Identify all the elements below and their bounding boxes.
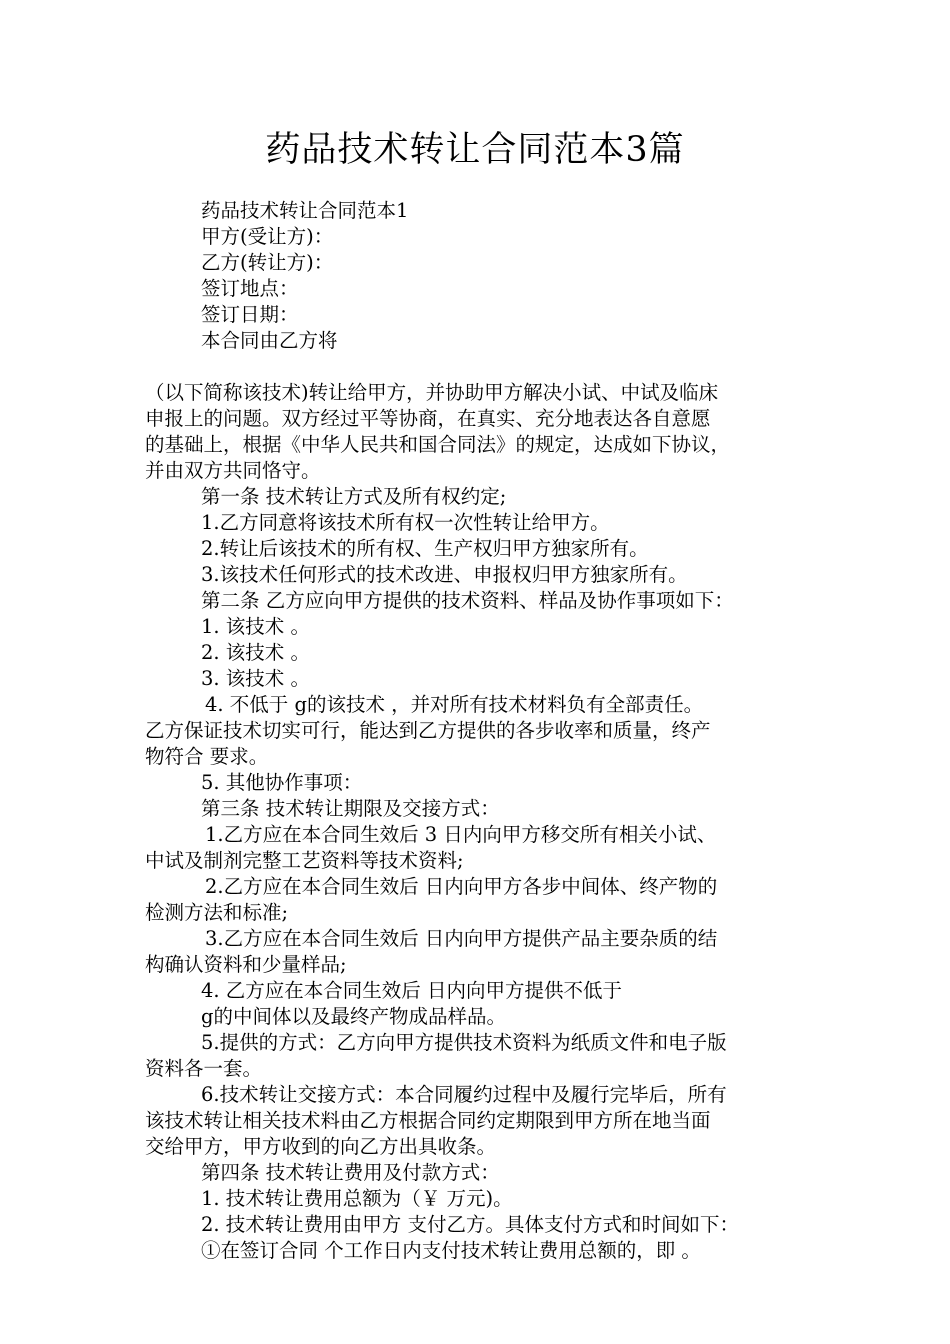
text-line: 3.该技术任何形式的技术改进、申报权归甲方独家所有。 <box>201 563 688 586</box>
text-line: g的中间体以及最终产物成品样品。 <box>201 1005 506 1028</box>
text-line: 6.技术转让交接方式：本合同履约过程中及履行完毕后，所有 <box>201 1083 727 1106</box>
text-line: 并由双方共同恪守。 <box>145 459 321 482</box>
text-line: 乙方(转让方)： <box>201 251 334 274</box>
document-title: 药品技术转让合同范本3篇 <box>265 130 685 170</box>
text-line: 第四条 技术转让费用及付款方式： <box>201 1161 500 1184</box>
text-line: 2.乙方应在本合同生效后 日内向甲方各步中间体、终产物的 <box>205 875 718 898</box>
text-line: 3. 该技术 。 <box>201 667 311 690</box>
text-line: 2.转让后该技术的所有权、生产权归甲方独家所有。 <box>201 537 649 560</box>
text-line: 签订地点： <box>201 277 299 300</box>
text-line: 2. 该技术 。 <box>201 641 311 664</box>
document-body <box>145 198 815 1264</box>
text-line: 4. 不低于 g的该技术 ，并对所有技术材料负有全部责任。 <box>205 693 704 716</box>
text-line: 资料各一套。 <box>145 1057 263 1080</box>
text-line: ①在签订合同 个工作日内支付技术转让费用总额的，即 。 <box>201 1239 701 1262</box>
text-line: 乙方保证技术切实可行，能达到乙方提供的各步收率和质量，终产 <box>145 719 711 742</box>
text-line: 本合同由乙方将 <box>201 329 338 352</box>
text-line: （以下简称该技术)转让给甲方，并协助甲方解决小试、中试及临床 <box>145 381 719 404</box>
text-line: 第三条 技术转让期限及交接方式： <box>201 797 500 820</box>
text-line: 该技术转让相关技术料由乙方根据合同约定期限到甲方所在地当面 <box>145 1109 711 1132</box>
text-line: 物符合 要求。 <box>145 745 269 768</box>
text-line: 第二条 乙方应向甲方提供的技术资料、样品及协作事项如下： <box>201 589 734 612</box>
text-line: 的基础上，根据《中华人民共和国合同法》的规定，达成如下协议， <box>145 433 731 456</box>
text-line: 中试及制剂完整工艺资料等技术资料; <box>145 849 464 872</box>
text-line: 签订日期： <box>201 303 299 326</box>
text-line: 3.乙方应在本合同生效后 日内向甲方提供产品主要杂质的结 <box>205 927 718 950</box>
text-line: 5. 其他协作事项： <box>201 771 363 794</box>
text-line: 1. 该技术 。 <box>201 615 311 638</box>
text-line: 5.提供的方式：乙方向甲方提供技术资料为纸质文件和电子版 <box>201 1031 727 1054</box>
text-line: 药品技术转让合同范本1 <box>201 199 409 222</box>
text-line: 4. 乙方应在本合同生效后 日内向甲方提供不低于 <box>201 979 623 1002</box>
text-line: 甲方(受让方)： <box>201 225 334 248</box>
text-line: 申报上的问题。双方经过平等协商，在真实、充分地表达各自意愿 <box>145 407 711 430</box>
text-line: 第一条 技术转让方式及所有权约定; <box>201 485 507 508</box>
text-line: 1.乙方同意将该技术所有权一次性转让给甲方。 <box>201 511 610 534</box>
blank-line <box>145 354 815 380</box>
text-line: 1.乙方应在本合同生效后 3 日内向甲方移交所有相关小试、 <box>205 823 717 846</box>
text-line: 构确认资料和少量样品; <box>145 953 347 976</box>
text-line: 交给甲方，甲方收到的向乙方出具收条。 <box>145 1135 497 1158</box>
text-line: 1. 技术转让费用总额为（￥ 万元)。 <box>201 1187 513 1210</box>
text-line: 检测方法和标准; <box>145 901 289 924</box>
text-line: 2. 技术转让费用由甲方 支付乙方。具体支付方式和时间如下： <box>201 1213 740 1236</box>
